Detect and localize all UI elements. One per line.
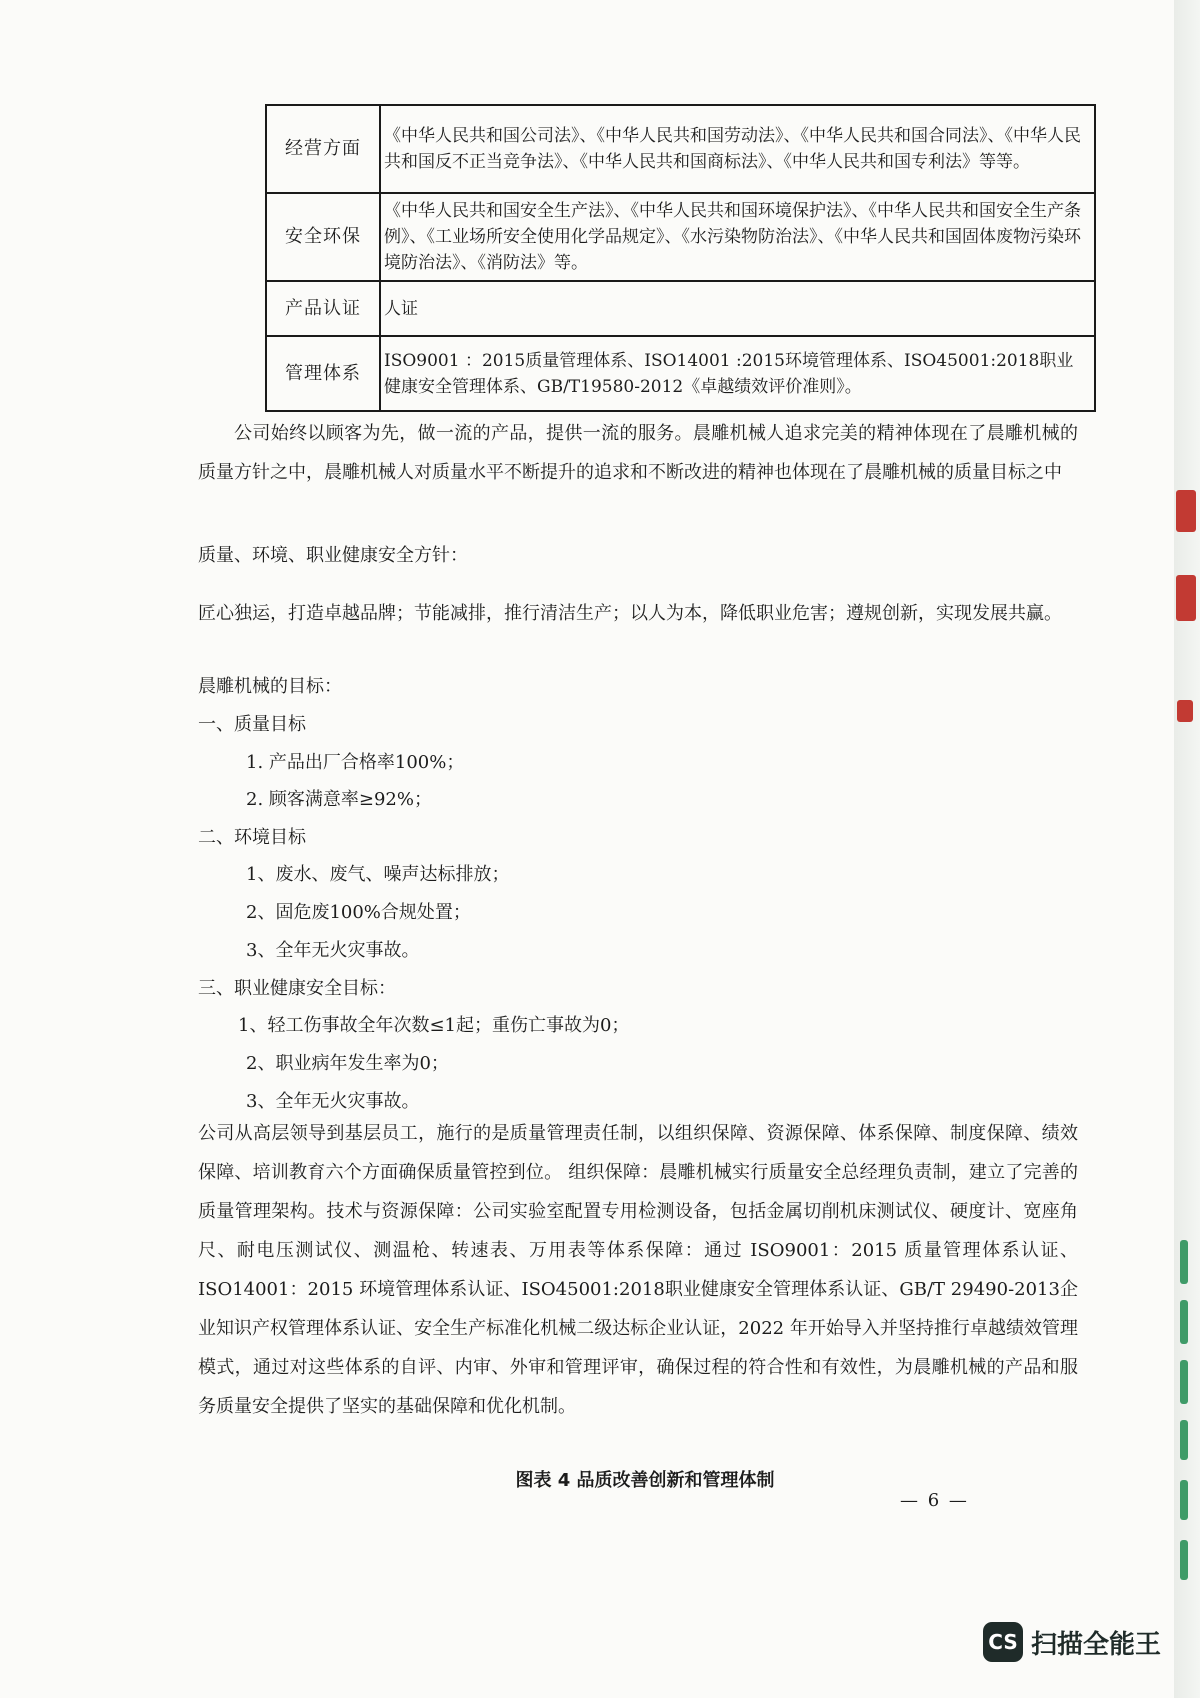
table-row <box>266 193 1095 281</box>
ohs-goal-item: 1、轻工伤事故全年次数≤1起；重伤亡事故为0； <box>238 1015 630 1036</box>
tab-marker <box>1180 1540 1188 1580</box>
ohs-goal-title: 三、职业健康安全目标： <box>198 978 396 999</box>
management-paragraph: 公司从高层领导到基层员工，施行的是质量管理责任制，以组织保障、资源保障、体系保障、制度保障、绩效保障、培训教育六个方面确保质量管控到位。 组织保障：晨雕机械实行质量安全总经理负责制，建立了完善的质量管理架构。技术与资源保障：公司实验室配置专用检测设备，包括金属切削机床测试仪、硬度计、宽座角尺、耐电压测试仪、测温枪、转速表、万用表等体系保障：通过 ISO9001：2015 质量管理体系认证、ISO14001：2015 环境管理体系认证、ISO45001:2018职业健康安全管理体系认证、GB/T 29490-2013企业知识产权管理体系认证、安全生产标准化机械二级达标企业认证，2022 年开始导入并坚持推行卓越绩效管理模式，通过对这些体系的自评、内审、外审和管理评审，确保过程的符合性和有效性，为晨雕机械的产品和服务质量安全提供了坚实的基础保障和优化机制。 <box>198 1123 1078 1417</box>
stamp-fragment <box>1176 575 1196 621</box>
quality-goal-item: 2. 顾客满意率≥92%； <box>246 789 432 810</box>
tab-marker <box>1180 1360 1188 1404</box>
stamp-fragment <box>1176 490 1196 532</box>
ohs-goal-item: 2、职业病年发生率为0； <box>246 1053 449 1074</box>
quality-goal-item: 1. 产品出厂合格率100%； <box>246 752 465 773</box>
watermark-text: 扫描全能王 <box>1031 1629 1162 1660</box>
environment-goal-item: 1、废水、废气、噪声达标排放； <box>246 864 510 885</box>
environment-goal-item: 3、全年无火灾事故。 <box>246 940 420 961</box>
content-cell: 《中华人民共和国公司法》、《中华人民共和国劳动法》、《中华人民共和国合同法》、《中华人民共和国反不正当竞争法》、《中华人民共和国商标法》、《中华人民共和国专利法》等等。 <box>380 105 1095 193</box>
table-row <box>266 281 1095 336</box>
category-cell: 管理体系 <box>266 336 380 411</box>
camscanner-logo-icon: CS <box>983 1622 1023 1662</box>
table-row <box>266 336 1095 411</box>
policy-heading: 质量、环境、职业健康安全方针： <box>198 545 468 566</box>
category-cell: 安全环保 <box>266 193 380 281</box>
content-cell: ISO9001 ：2015质量管理体系、ISO14001 :2015环境管理体系、ISO45001:2018职业健康安全管理体系、GB/T19580-2012《卓越绩效评价准则》。 <box>380 336 1095 411</box>
regulation-table <box>265 104 1096 412</box>
table-row <box>266 105 1095 193</box>
quality-goal-title: 一、质量目标 <box>198 714 306 735</box>
policy-text: 匠心独运，打造卓越品牌；节能减排，推行清洁生产；以人为本，降低职业危害；遵规创新，实现发展共赢。 <box>198 603 1062 624</box>
goals-heading: 晨雕机械的目标： <box>198 676 342 697</box>
content-cell: 《中华人民共和国安全生产法》、《中华人民共和国环境保护法》、《中华人民共和国安全生产条例》、《工业场所安全使用化学品规定》、《水污染物防治法》、《中华人民共和国固体废物污染环境防治法》、《消防法》等。 <box>380 193 1095 281</box>
ohs-goal-item: 3、全年无火灾事故。 <box>246 1091 420 1112</box>
content-cell: 人证 <box>380 281 1095 336</box>
figure-caption: 图表 4 品质改善创新和管理体制 <box>515 1470 775 1491</box>
tab-marker <box>1180 1420 1188 1460</box>
category-cell: 经营方面 <box>266 105 380 193</box>
tab-marker <box>1180 1300 1188 1344</box>
page-number: — 6 — <box>900 1490 969 1511</box>
environment-goal-title: 二、环境目标 <box>198 827 306 848</box>
environment-goal-item: 2、固危废100%合规处置； <box>246 902 471 923</box>
stamp-fragment <box>1177 700 1193 722</box>
intro-paragraph: 公司始终以顾客为先，做一流的产品，提供一流的服务。晨雕机械人追求完美的精神体现在了晨雕机械的质量方针之中，晨雕机械人对质量水平不断提升的追求和不断改进的精神也体现在了晨雕机械的质量目标之中 <box>198 423 1078 483</box>
tab-marker <box>1180 1240 1188 1284</box>
scanner-watermark <box>983 1622 1161 1662</box>
category-cell: 产品认证 <box>266 281 380 336</box>
scan-edge <box>1174 0 1200 1698</box>
